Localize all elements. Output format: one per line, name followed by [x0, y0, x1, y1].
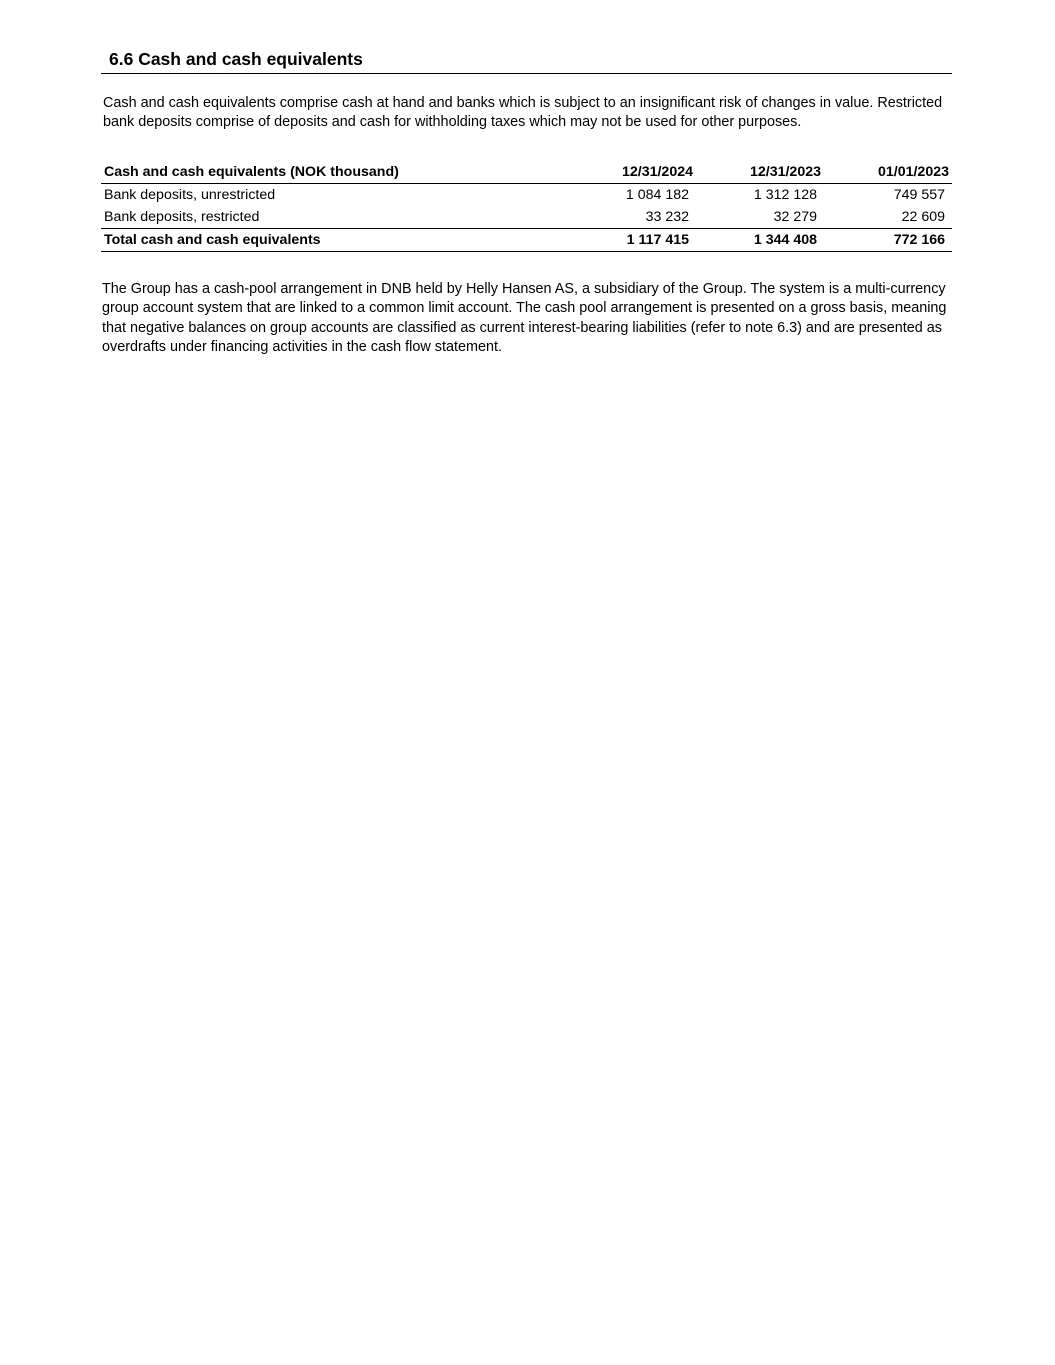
row-value: 749 557 [893, 187, 945, 203]
row-value: 1 312 128 [753, 187, 817, 203]
total-value: 1 117 415 [626, 232, 689, 248]
total-label: Total cash and cash equivalents [104, 232, 321, 248]
column-header-2023-opening: 01/01/2023 [877, 164, 949, 180]
row-value: 33 232 [645, 209, 689, 225]
section-heading: 6.6 Cash and cash equivalents [101, 48, 952, 74]
total-value: 1 344 408 [753, 232, 817, 248]
table-header-row [101, 161, 952, 184]
column-header-label: Cash and cash equivalents (NOK thousand) [104, 164, 399, 180]
row-value: 32 279 [773, 209, 817, 225]
table-row [101, 184, 952, 207]
row-value: 22 609 [901, 209, 945, 225]
total-row [101, 229, 952, 252]
table-row [101, 206, 952, 229]
row-label: Bank deposits, unrestricted [104, 187, 276, 203]
total-value: 772 166 [893, 232, 945, 248]
cash-pool-note-paragraph: The Group has a cash-pool arrangement in DNB held by Helly Hansen AS, a subsidiary of the Group. The system is a multi-currency group account system that are linked to a common limit account. The cash pool arrangement is presented on a gross basis, meaning that negative balances on group accounts are classified as current interest-bearing liabilities (refer to note 6.3) and are presented as overdrafts under financing activities in the cash flow statement. [102, 281, 947, 355]
column-header-2024: 12/31/2024 [621, 164, 693, 180]
column-header-2023: 12/31/2023 [749, 164, 821, 180]
row-value: 1 084 182 [625, 187, 689, 203]
row-label: Bank deposits, restricted [104, 209, 260, 225]
cash-equivalents-table [101, 161, 952, 252]
intro-paragraph: Cash and cash equivalents comprise cash at hand and banks which is subject to an insignificant risk of changes in value. Restricted bank deposits comprise of deposits and cash for withholding taxes which may not be used for other purposes. [103, 95, 943, 131]
